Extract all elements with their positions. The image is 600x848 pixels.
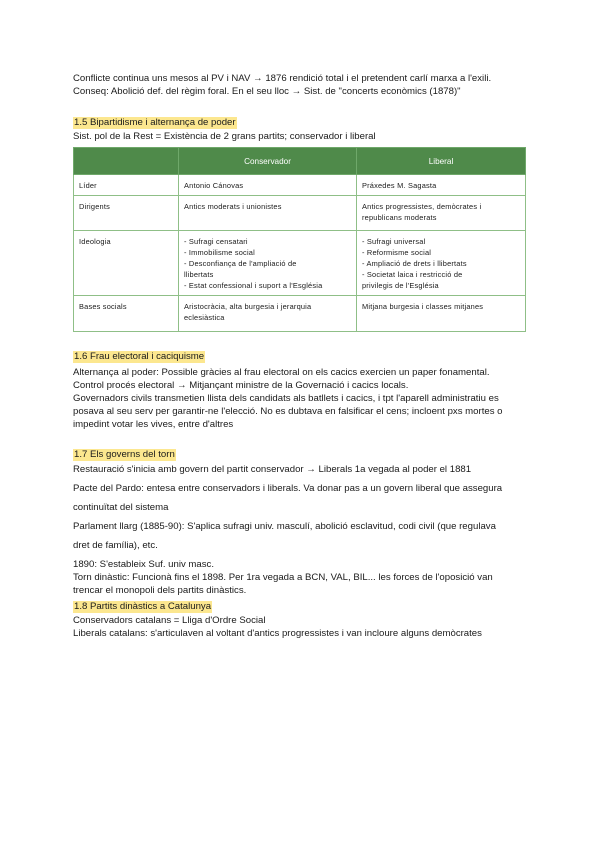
section-heading: 1.5 Bipartidisme i alternança de poder — [74, 117, 236, 128]
conservador-cell: - Sufragi censatari - Immobilisme social - Desconfiança de l'ampliació de llibertats - Estat confessional i suport a l'Església — [179, 231, 357, 296]
parties-table — [73, 147, 526, 332]
table-row — [74, 175, 526, 196]
paragraph-line: Parlament llarg (1885-90): S'aplica sufragi univ. masculí, abolició esclavitud, codi civil (que regulava — [73, 521, 496, 532]
section-1-8 — [73, 596, 533, 640]
paragraph-line: Conservadors catalans = Lliga d'Ordre Social — [73, 615, 266, 626]
conservador-cell: Antics moderats i unionistes — [179, 196, 357, 231]
section-heading: 1.6 Frau electoral i caciquisme — [74, 351, 205, 362]
section-subtitle: Sist. pol de la Rest = Existència de 2 grans partits; conservador i liberal — [73, 131, 376, 142]
intro-line: Conflicte continua uns mesos al PV i NAV → 1876 rendició total i el pretendent carlí marxa a l'exili. — [73, 73, 492, 84]
paragraph-line: 1890: S'estableix Suf. univ masc. — [73, 559, 215, 570]
section-heading: 1.7 Els governs del torn — [74, 449, 175, 460]
section-1-5 — [73, 112, 533, 143]
paragraph-line: dret de família), etc. — [73, 540, 158, 551]
table-header-row — [74, 148, 526, 175]
table-row — [74, 231, 526, 296]
intro-paragraph — [73, 72, 533, 98]
liberal-cell: Práxedes M. Sagasta — [357, 175, 526, 196]
row-label: Bases socials — [74, 296, 179, 332]
paragraph-line: trencar el monopoli dels partits dinàstics. — [73, 585, 247, 596]
paragraph-line: Liberals catalans: s'articulaven al voltant d'antics progressistes i van incloure alguns demòcrates — [73, 628, 482, 639]
paragraph-line: Restauració s'inicia amb govern del partit conservador → Liberals 1a vegada al poder el 1881 — [73, 464, 472, 475]
paragraph-line: impedint votar les vives, entre d'altres — [73, 419, 234, 430]
paragraph-line: Control procés electoral → Mitjançant ministre de la Governació i cacics locals. — [73, 380, 409, 391]
row-label: Dirigents — [74, 196, 179, 231]
paragraph-line: Alternança al poder: Possible gràcies al frau electoral on els cacics exercien un paper fonamental. — [73, 367, 490, 378]
table-row — [74, 296, 526, 332]
table-header-cell — [74, 148, 179, 175]
paragraph-line: posava al seu serv per garantir-ne l'elecció. No es dubtava en falsificar el cens; incloent pxs mortes o — [73, 406, 503, 417]
parties-table-wrapper — [73, 147, 533, 332]
liberal-cell: Mitjana burgesia i classes mitjanes — [357, 296, 526, 332]
table-row — [74, 196, 526, 231]
liberal-cell: Antics progressistes, demòcrates i republicans moderats — [357, 196, 526, 231]
paragraph-line: continuïtat del sistema — [73, 502, 169, 513]
row-label: Ideologia — [74, 231, 179, 296]
row-label: Líder — [74, 175, 179, 196]
section-1-7 — [73, 444, 533, 597]
paragraph-line: Torn dinàstic: Funcionà fins el 1898. Per 1ra vegada a BCN, VAL, BIL... les forces de l'oposició van — [73, 572, 493, 583]
conservador-cell: Aristocràcia, alta burgesia i jerarquia eclesiàstica — [179, 296, 357, 332]
liberal-cell: - Sufragi universal - Reformisme social - Ampliació de drets i llibertats - Societat laica i restricció de privilegis de l'Església — [357, 231, 526, 296]
conservador-cell: Antonio Cánovas — [179, 175, 357, 196]
section-1-6 — [73, 346, 533, 431]
section-heading: 1.8 Partits dinàstics a Catalunya — [74, 601, 212, 612]
table-header-cell: Conservador — [179, 148, 357, 175]
paragraph-line: Pacte del Pardo: entesa entre conservadors i liberals. Va donar pas a un govern liberal que assegura — [73, 483, 503, 494]
paragraph-line: Governadors civils transmetien llista dels candidats als batllets i cacics, i tpt l'aparell administratiu es — [73, 393, 499, 404]
table-header-cell: Liberal — [357, 148, 526, 175]
intro-line: Conseq: Abolició def. del règim foral. En el seu lloc → Sist. de "concerts econòmics (1878)" — [73, 86, 461, 97]
